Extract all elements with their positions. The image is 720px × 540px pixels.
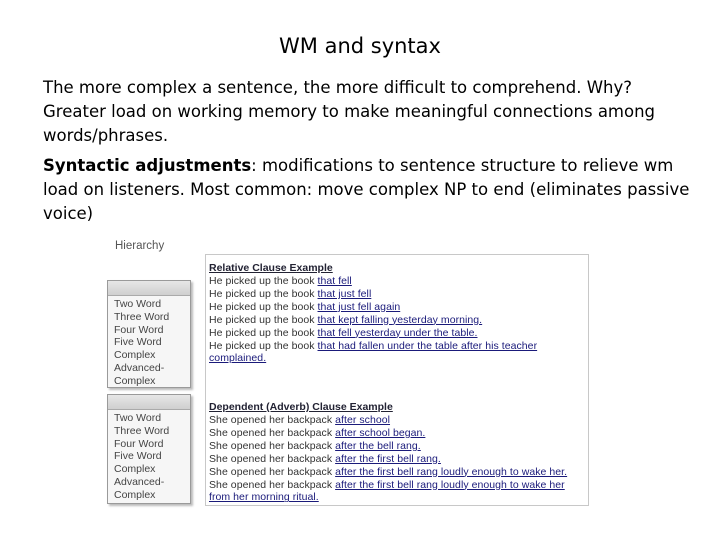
relative-clause-title[interactable]: Relative Clause Example [209,262,333,274]
example-sentence [209,466,583,479]
sentence-base: He picked up the book [209,300,318,313]
sentence-base: She opened her backpack [209,439,336,452]
hierarchy-item[interactable]: Three Word [114,310,170,323]
sentence-base: She opened her backpack [209,414,336,426]
hierarchy-item[interactable]: Five Word [114,336,162,349]
example-sentence [209,479,583,505]
example-sentence [209,440,583,453]
clause-link[interactable]: after the first bell rang loudly enough to wake her from her morning ritual. [209,478,565,504]
example-sentence [209,327,583,340]
hierarchy-item[interactable]: Four Word [114,323,164,336]
sentence-base: He picked up the book [209,339,318,352]
hierarchy-panel-dependent [107,394,191,504]
sentence-base: He picked up the book [209,326,318,339]
example-sentence [209,414,583,427]
slide-body [43,76,693,226]
hierarchy-panel-relative [107,280,191,388]
example-sentence [209,275,583,288]
relative-clause-section [209,262,587,365]
hierarchy-item[interactable]: Two Word [114,412,162,424]
sentence-base: He picked up the book [209,313,318,326]
example-sentence [209,453,583,466]
examples-panel [205,254,589,506]
sentence-base: She opened her backpack [209,465,336,478]
panel-title-bar [108,281,190,296]
panel-title-bar [108,395,190,410]
hierarchy-item[interactable]: Two Word [114,298,162,310]
clause-link[interactable]: that kept falling yesterday morning. [317,313,483,326]
sentence-base: He picked up the book [209,287,318,300]
example-sentence [209,301,583,314]
dependent-clause-title[interactable]: Dependent (Adverb) Clause Example [209,401,393,413]
clause-link[interactable]: after the first bell rang. [335,452,441,465]
example-sentence [209,288,583,301]
clause-link[interactable]: that fell [317,275,352,287]
paragraph-syntactic-adjustments [43,154,693,226]
hierarchy-item[interactable]: Complex [114,374,156,387]
sentence-base: She opened her backpack [209,452,336,465]
hierarchy-item[interactable]: Three Word [114,424,170,437]
clause-link[interactable]: after the first bell rang loudly enough to wake her. [335,465,568,478]
embedded-screenshot [107,236,587,504]
slide-title: WM and syntax [279,34,441,58]
clause-link[interactable]: after school [335,414,391,426]
hierarchy-item[interactable]: Complex [114,488,156,501]
example-sentence [209,427,583,440]
hierarchy-item[interactable]: Advanced- [114,475,165,488]
hierarchy-item[interactable]: Advanced- [114,361,165,374]
example-sentence [209,314,583,327]
sentence-base: He picked up the book [209,275,318,287]
clause-link[interactable]: after school began. [335,426,426,439]
paragraph-wm-load: The more complex a sentence, the more difficult to comprehend. Why? Greater load on working memory to make meaningful connections among words/phrases. [43,78,656,145]
clause-link[interactable]: that fell yesterday under the table. [317,326,478,339]
clause-link[interactable]: after the bell rang. [335,439,421,452]
sentence-base: She opened her backpack [209,478,336,491]
hierarchy-item[interactable]: Complex [114,463,156,476]
clause-link[interactable]: that just fell again [317,300,401,313]
hierarchy-item[interactable]: Four Word [114,437,164,450]
definition-syntactic-adjustments: : modifications to sentence structure to relieve wm load on listeners. Most common: move complex NP to end (eliminates passive voice) [43,156,690,223]
hierarchy-item[interactable]: Complex [114,349,156,362]
hierarchy-heading: Hierarchy [115,240,165,252]
example-sentence [209,340,583,366]
dependent-clause-section [209,401,587,504]
clause-link[interactable]: that just fell [317,287,372,300]
sentence-base: She opened her backpack [209,426,336,439]
hierarchy-item[interactable]: Five Word [114,450,162,463]
clause-link[interactable]: that had fallen under the table after his teacher complained. [209,339,538,365]
term-syntactic-adjustments: Syntactic adjustments [43,156,252,175]
